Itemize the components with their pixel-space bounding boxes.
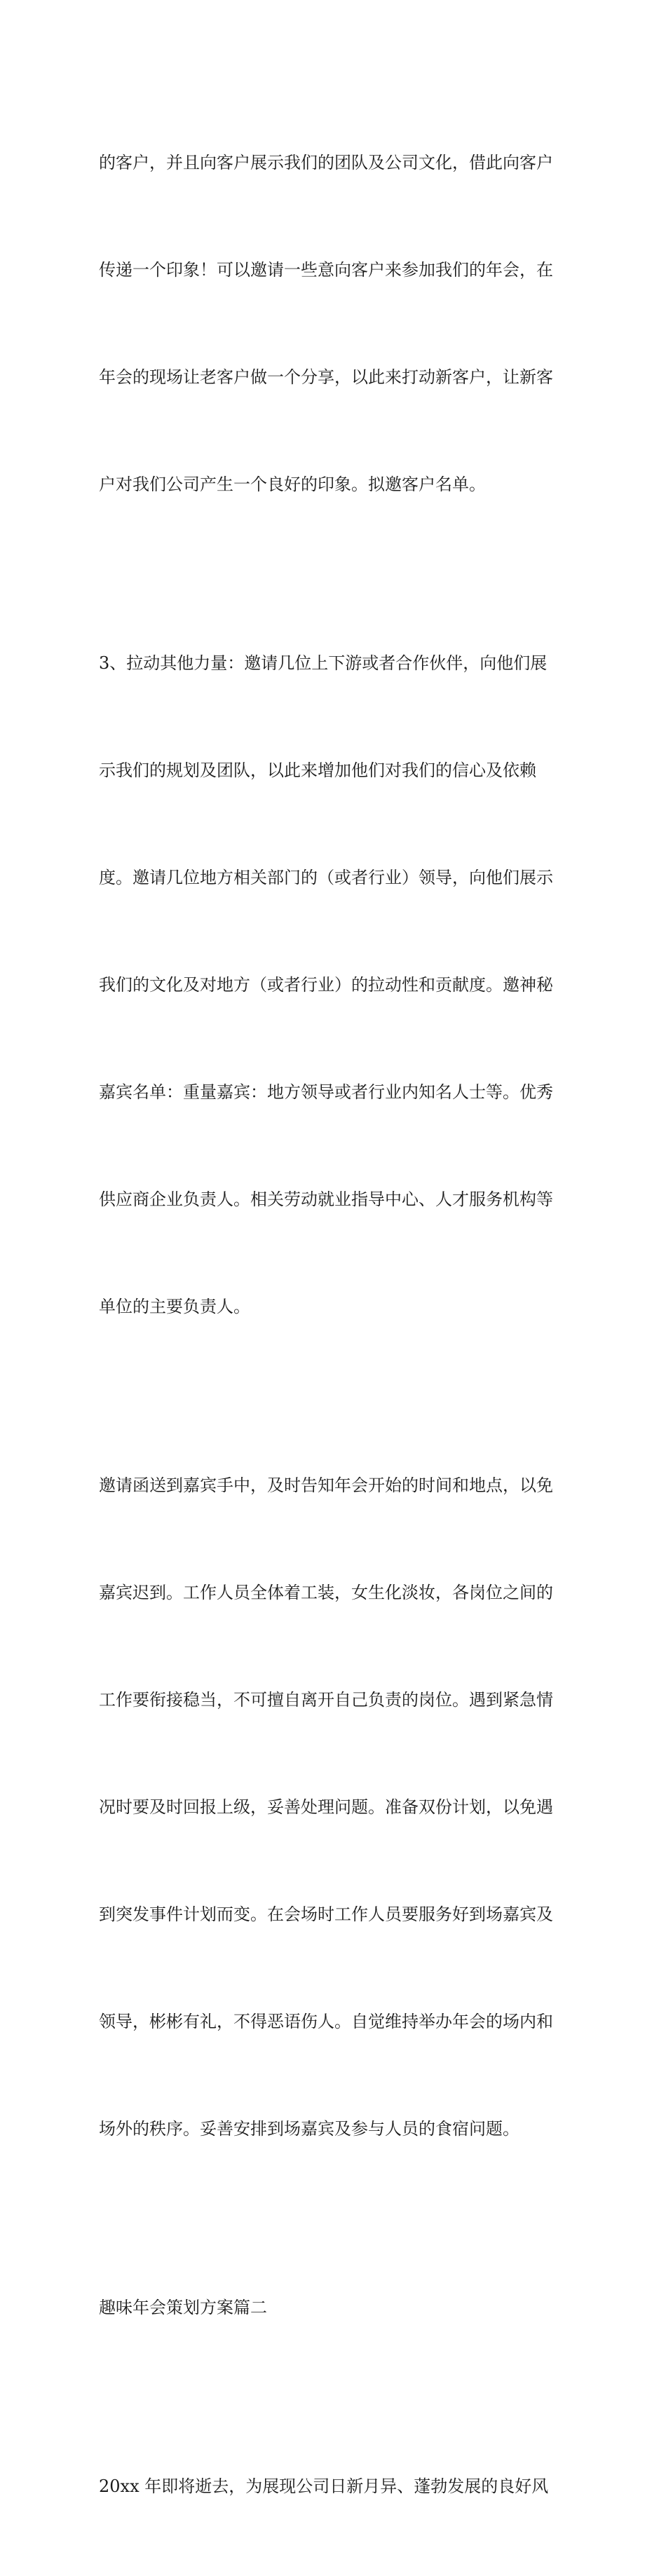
text-line: 我们的文化及对地方（或者行业）的拉动性和贡献度。邀神秘	[99, 975, 553, 995]
text-line: 户对我们公司产生一个良好的印象。拟邀客户名单。	[99, 475, 486, 494]
text-line: 示我们的规划及团队，以此来增加他们对我们的信心及依赖	[99, 761, 536, 780]
text-line: 嘉宾迟到。工作人员全体着工装，女生化淡妆，各岗位之间的	[99, 1583, 553, 1602]
paragraph-intro	[99, 2397, 572, 2576]
paragraph-other-forces	[99, 574, 572, 1396]
heading-line: 趣味年会策划方案篇二	[99, 2298, 267, 2317]
paragraph-customer-invitation	[99, 74, 572, 574]
text-line: 20xx 年即将逝去，为展现公司日新月异、蓬勃发展的良好风	[99, 2476, 549, 2496]
text-line: 嘉宾名单：重量嘉宾：地方领导或者行业内知名人士等。优秀	[99, 1082, 553, 1102]
text-line: 况时要及时回报上级，妥善处理问题。准备双份计划，以免遇	[99, 1797, 553, 1817]
text-line: 的客户，并且向客户展示我们的团队及公司文化，借此向客户	[99, 153, 553, 172]
text-line: 传递一个印象！可以邀请一些意向客户来参加我们的年会，在	[99, 260, 553, 280]
text-line: 领导，彬彬有礼，不得恶语伤人。自觉维持举办年会的场内和	[99, 2012, 553, 2031]
text-line: 场外的秩序。妥善安排到场嘉宾及参与人员的食宿问题。	[99, 2119, 519, 2139]
text-line: 3、拉动其他力量：邀请几位上下游或者合作伙伴，向他们展	[99, 653, 548, 673]
paragraph-staff-guidelines	[99, 1396, 572, 2219]
document-body	[99, 74, 572, 2576]
text-line: 工作要衔接稳当，不可擅自离开自己负责的岗位。遇到紧急情	[99, 1690, 553, 1710]
text-line: 邀请函送到嘉宾手中，及时告知年会开始的时间和地点，以免	[99, 1476, 553, 1495]
text-line: 供应商企业负责人。相关劳动就业指导中心、人才服务机构等	[99, 1190, 553, 1209]
text-line: 年会的现场让老客户做一个分享，以此来打动新客户，让新客	[99, 367, 553, 387]
text-line: 度。邀请几位地方相关部门的（或者行业）领导，向他们展示	[99, 868, 553, 887]
text-line: 到突发事件计划而变。在会场时工作人员要服务好到场嘉宾及	[99, 1904, 553, 1924]
section-heading	[99, 2219, 572, 2397]
text-line: 单位的主要负责人。	[99, 1297, 250, 1316]
